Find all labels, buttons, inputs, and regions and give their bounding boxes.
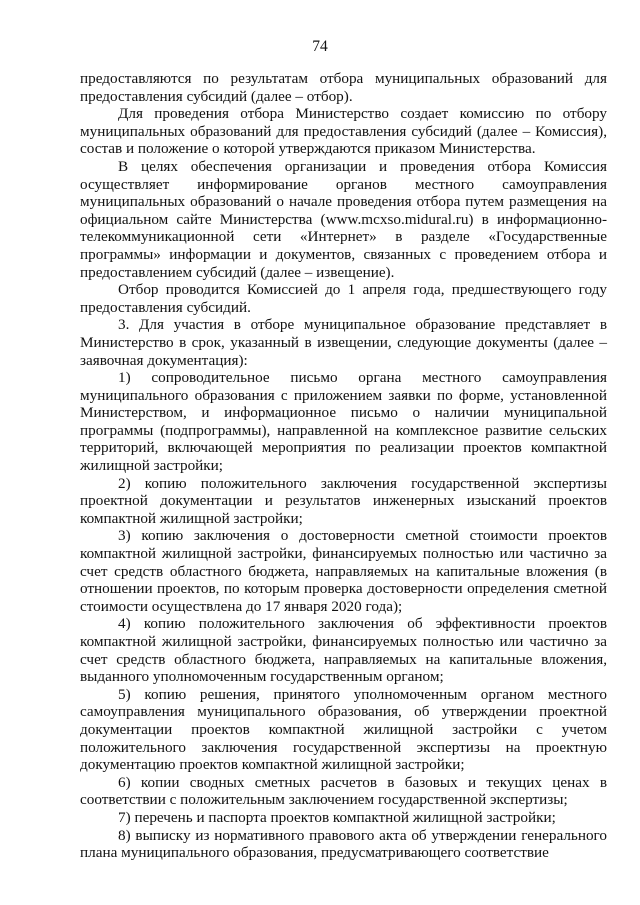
page-number: 74 (312, 38, 328, 55)
list-item-7: 7) перечень и паспорта проектов компактной жилищной застройки; (118, 808, 556, 826)
paragraph-informing: В целях обеспечения организации и проведения отбора Комиссия осуществляет информирование органов местного самоуправления муниципальных образований о начале проведения отбора путем размещения на официальном сайте Министерства (www.mcxso.midural.ru) в информационно-телекоммуникационной сети «Интернет» в разделе «Государственные программы» информации и документов, связанных с проведением отбора и предоставлением субсидий (далее – извещение). (80, 157, 607, 281)
paragraph-deadline: Отбор проводится Комиссией до 1 апреля года, предшествующего году предоставления субсидий. (80, 281, 607, 316)
list-item-6: 6) копии сводных сметных расчетов в базовых и текущих ценах в соответствии с положительным заключением государственной экспертизы; (80, 773, 607, 809)
paragraph-item-3: 3. Для участия в отборе муниципальное образование представляет в Министерство в срок, указанный в извещении, следующие документы (далее – заявочная документация): (80, 316, 607, 369)
list-item-5: 5) копию решения, принятого уполномоченным органом местного самоуправления муниципального образования, об утверждении проектной документации проектов компактной жилищной застройки с учетом положительного заключения государственной экспертизы на проектную документацию проектов компактной жилищной застройки; (80, 685, 607, 774)
list-item-4: 4) копию положительного заключения об эффективности проектов компактной жилищной застройки, финансируемых полностью или частично за счет средств областного бюджета, направляемых на капитальные вложения, выданного уполномоченным государственным органом; (80, 615, 607, 686)
list-item-8: 8) выписку из нормативного правового акта об утверждении генерального плана муниципального образования, предусматривающего соответствие (80, 826, 607, 862)
list-item-3: 3) копию заключения о достоверности сметной стоимости проектов компактной жилищной застройки, финансируемых полностью или частично за счет средств областного бюджета, направляемых на капитальные вложения (в отношении проектов, по которым проверка достоверности определения сметной стоимости осуществлена до 17 января 2020 года); (80, 527, 607, 615)
list-item-2: 2) копию положительного заключения государственной экспертизы проектной документации и результатов инженерных изысканий проектов компактной жилищной застройки; (80, 474, 607, 527)
document-body (80, 70, 607, 862)
paragraph-continuation: предоставляются по результатам отбора муниципальных образований для предоставления субсидий (далее – отбор). (80, 70, 607, 105)
paragraph-commission: Для проведения отбора Министерство создает комиссию по отбору муниципальных образований для предоставления субсидий (далее – Комиссия), состав и положение о которой утверждаются приказом Министерства. (80, 105, 607, 158)
list-item-1: 1) сопроводительное письмо органа местного самоуправления муниципального образования с приложением заявки по форме, установленной Министерством, и информационное письмо о наличии муниципальной программы (подпрограммы), направленной на комплексное развитие сельских территорий, включающей мероприятия по реализации проектов компактной жилищной застройки; (80, 369, 607, 475)
